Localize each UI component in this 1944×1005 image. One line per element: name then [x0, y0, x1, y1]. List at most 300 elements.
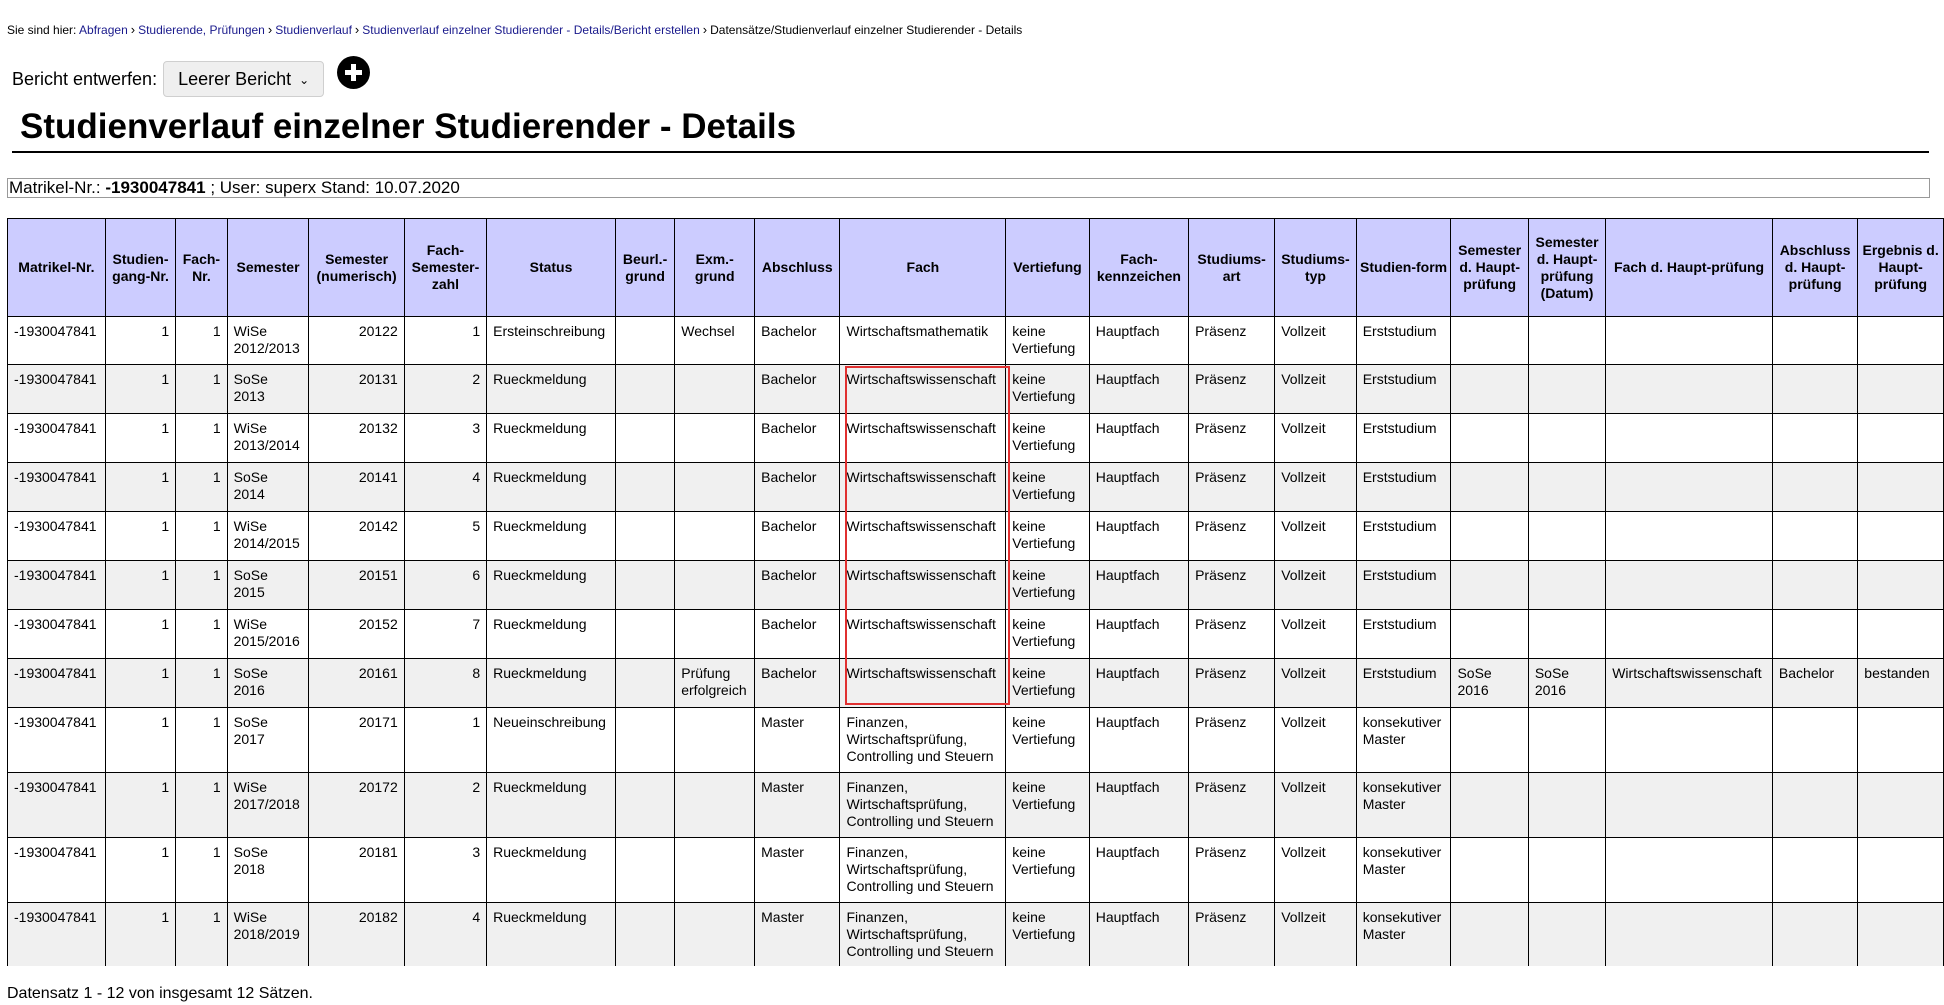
table-cell — [1451, 512, 1528, 561]
results-table — [7, 218, 1944, 966]
table-cell: Präsenz — [1189, 708, 1275, 773]
table-cell: Bachelor — [755, 414, 840, 463]
table-cell: 20132 — [309, 414, 404, 463]
table-cell: Hauptfach — [1089, 414, 1188, 463]
table-cell: -1930047841 — [8, 903, 106, 967]
table-cell: Hauptfach — [1089, 512, 1188, 561]
table-cell: Präsenz — [1189, 561, 1275, 610]
table-cell: 1 — [176, 365, 227, 414]
table-cell — [1451, 365, 1528, 414]
table-row — [8, 463, 1944, 512]
report-select-value: Leerer Bericht — [178, 68, 292, 89]
table-cell — [615, 414, 674, 463]
table-cell: 1 — [105, 659, 175, 708]
table-cell — [675, 708, 755, 773]
user-text: ; User: superx — [210, 178, 317, 197]
table-cell — [1606, 773, 1773, 838]
table-cell: -1930047841 — [8, 610, 106, 659]
student-info-bar — [7, 178, 1930, 198]
table-cell — [1528, 561, 1605, 610]
table-cell: Hauptfach — [1089, 773, 1188, 838]
table-row — [8, 708, 1944, 773]
table-cell: keine Vertiefung — [1006, 463, 1090, 512]
table-cell: keine Vertiefung — [1006, 512, 1090, 561]
table-cell: 1 — [176, 708, 227, 773]
column-header[interactable]: Fach-Nr. — [176, 219, 227, 317]
table-cell: Bachelor — [755, 365, 840, 414]
table-cell: Bachelor — [755, 317, 840, 365]
table-cell — [1606, 610, 1773, 659]
table-cell — [1772, 773, 1857, 838]
table-cell: SoSe 2016 — [1528, 659, 1605, 708]
table-cell: 2 — [404, 365, 486, 414]
table-cell: 3 — [404, 414, 486, 463]
table-cell: 1 — [105, 365, 175, 414]
chevron-right-icon: › — [354, 22, 360, 37]
table-cell: Vollzeit — [1275, 317, 1356, 365]
table-cell: Präsenz — [1189, 773, 1275, 838]
table-cell: 1 — [105, 512, 175, 561]
table-cell: 20152 — [309, 610, 404, 659]
table-cell: Bachelor — [1772, 659, 1857, 708]
table-cell — [1606, 365, 1773, 414]
table-cell: 1 — [176, 414, 227, 463]
table-cell — [675, 561, 755, 610]
table-cell: Wirtschaftsmathematik — [840, 317, 1006, 365]
table-cell — [1858, 414, 1944, 463]
table-cell: keine Vertiefung — [1006, 659, 1090, 708]
table-cell: Hauptfach — [1089, 838, 1188, 903]
table-cell: keine Vertiefung — [1006, 708, 1090, 773]
table-cell — [1858, 561, 1944, 610]
table-cell — [1528, 773, 1605, 838]
chevron-down-icon: ⌄ — [299, 73, 310, 87]
column-header[interactable]: Fach d. Haupt-prüfung — [1606, 219, 1773, 317]
table-cell: 4 — [404, 903, 486, 967]
table-cell: 4 — [404, 463, 486, 512]
table-cell: Finanzen, Wirtschaftsprüfung, Controlling und Steuern — [840, 838, 1006, 903]
table-row — [8, 317, 1944, 365]
table-cell: Wirtschaftswissenschaft — [840, 365, 1006, 414]
table-cell: keine Vertiefung — [1006, 561, 1090, 610]
table-cell: WiSe 2013/2014 — [227, 414, 309, 463]
table-cell — [1606, 838, 1773, 903]
table-cell — [675, 838, 755, 903]
table-cell: Prüfung erfolgreich — [675, 659, 755, 708]
table-row — [8, 512, 1944, 561]
table-row — [8, 561, 1944, 610]
table-cell: 20181 — [309, 838, 404, 903]
table-cell — [1772, 838, 1857, 903]
table-cell — [1528, 708, 1605, 773]
table-cell: Ersteinschreibung — [487, 317, 616, 365]
column-header[interactable]: Semester d. Haupt-prüfung (Datum) — [1528, 219, 1605, 317]
table-header-row — [8, 219, 1944, 317]
column-header[interactable]: Vertiefung — [1006, 219, 1090, 317]
table-cell: konsekutiver Master — [1356, 708, 1451, 773]
table-cell — [1772, 463, 1857, 512]
table-cell: Vollzeit — [1275, 561, 1356, 610]
table-cell — [1858, 512, 1944, 561]
table-cell — [1606, 463, 1773, 512]
table-cell: Rueckmeldung — [487, 838, 616, 903]
table-cell: Master — [755, 708, 840, 773]
table-cell — [675, 903, 755, 967]
table-cell: Vollzeit — [1275, 463, 1356, 512]
table-cell: 1 — [176, 463, 227, 512]
chevron-right-icon: › — [702, 22, 708, 37]
table-cell: 7 — [404, 610, 486, 659]
chevron-right-icon: › — [267, 22, 273, 37]
breadcrumb — [7, 22, 1022, 37]
table-cell: Wirtschaftswissenschaft — [840, 414, 1006, 463]
table-cell: Rueckmeldung — [487, 903, 616, 967]
table-cell: Hauptfach — [1089, 365, 1188, 414]
table-cell: Finanzen, Wirtschaftsprüfung, Controlling und Steuern — [840, 708, 1006, 773]
table-cell — [1858, 903, 1944, 967]
table-cell: 1 — [176, 773, 227, 838]
table-cell: Präsenz — [1189, 610, 1275, 659]
table-cell — [1528, 903, 1605, 967]
column-header[interactable]: Fach-Semester-zahl — [404, 219, 486, 317]
report-select[interactable] — [163, 61, 324, 97]
table-cell: Bachelor — [755, 463, 840, 512]
column-header[interactable]: Studien-form — [1356, 219, 1451, 317]
table-cell — [1858, 365, 1944, 414]
stand-text: Stand: 10.07.2020 — [320, 178, 460, 197]
column-header[interactable]: Studiums-typ — [1275, 219, 1356, 317]
table-cell: Wirtschaftswissenschaft — [840, 561, 1006, 610]
table-cell: Wirtschaftswissenschaft — [840, 463, 1006, 512]
table-cell: Hauptfach — [1089, 317, 1188, 365]
chevron-right-icon: › — [130, 22, 136, 37]
table-cell — [615, 512, 674, 561]
table-cell: Vollzeit — [1275, 512, 1356, 561]
table-cell: konsekutiver Master — [1356, 838, 1451, 903]
column-header[interactable]: Status — [487, 219, 616, 317]
table-cell: 20182 — [309, 903, 404, 967]
table-cell: Wechsel — [675, 317, 755, 365]
table-row — [8, 365, 1944, 414]
table-cell — [1451, 708, 1528, 773]
table-row — [8, 838, 1944, 903]
table-cell — [1451, 773, 1528, 838]
table-cell — [675, 610, 755, 659]
table-cell: 1 — [176, 512, 227, 561]
table-cell: -1930047841 — [8, 659, 106, 708]
table-cell: Erststudium — [1356, 365, 1451, 414]
table-row — [8, 659, 1944, 708]
table-cell: -1930047841 — [8, 414, 106, 463]
table-cell: Wirtschaftswissenschaft — [840, 610, 1006, 659]
table-cell: SoSe 2016 — [227, 659, 309, 708]
table-row — [8, 903, 1944, 967]
table-cell — [675, 773, 755, 838]
table-cell — [615, 903, 674, 967]
table-cell — [1451, 610, 1528, 659]
table-cell: SoSe 2017 — [227, 708, 309, 773]
table-cell — [1858, 463, 1944, 512]
table-row — [8, 610, 1944, 659]
table-cell — [615, 561, 674, 610]
table-cell — [1606, 317, 1773, 365]
table-cell: keine Vertiefung — [1006, 773, 1090, 838]
table-cell: 1 — [176, 317, 227, 365]
table-cell: Finanzen, Wirtschaftsprüfung, Controlling und Steuern — [840, 903, 1006, 967]
results-table-container[interactable] — [7, 218, 1944, 966]
table-cell — [1451, 561, 1528, 610]
table-cell: Präsenz — [1189, 659, 1275, 708]
table-cell — [1858, 773, 1944, 838]
table-cell — [675, 414, 755, 463]
table-cell: Bachelor — [755, 659, 840, 708]
table-cell: 1 — [105, 414, 175, 463]
table-cell: 1 — [105, 317, 175, 365]
table-cell: keine Vertiefung — [1006, 317, 1090, 365]
table-cell: 20142 — [309, 512, 404, 561]
table-cell — [1858, 838, 1944, 903]
table-cell: SoSe 2015 — [227, 561, 309, 610]
table-cell: -1930047841 — [8, 365, 106, 414]
table-cell — [1528, 838, 1605, 903]
table-cell: WiSe 2017/2018 — [227, 773, 309, 838]
table-cell: 1 — [105, 610, 175, 659]
table-cell: WiSe 2015/2016 — [227, 610, 309, 659]
table-cell — [675, 365, 755, 414]
column-header[interactable]: Exm.-grund — [675, 219, 755, 317]
table-cell — [1451, 463, 1528, 512]
table-cell — [1606, 708, 1773, 773]
table-cell: SoSe 2016 — [1451, 659, 1528, 708]
table-cell: -1930047841 — [8, 463, 106, 512]
table-cell: konsekutiver Master — [1356, 903, 1451, 967]
table-cell: 1 — [404, 708, 486, 773]
table-cell: Präsenz — [1189, 317, 1275, 365]
table-cell: 20151 — [309, 561, 404, 610]
table-cell — [1528, 317, 1605, 365]
table-cell: 1 — [404, 317, 486, 365]
table-cell — [1528, 610, 1605, 659]
table-cell: Finanzen, Wirtschaftsprüfung, Controlling und Steuern — [840, 773, 1006, 838]
matrikel-label: Matrikel-Nr.: — [9, 178, 101, 197]
table-cell: konsekutiver Master — [1356, 773, 1451, 838]
table-cell: Rueckmeldung — [487, 414, 616, 463]
table-cell: Wirtschaftswissenschaft — [840, 512, 1006, 561]
table-cell — [615, 659, 674, 708]
record-count: Datensatz 1 - 12 von insgesamt 12 Sätzen. — [7, 985, 313, 1002]
table-cell — [1858, 610, 1944, 659]
table-cell — [1772, 903, 1857, 967]
table-cell: 1 — [176, 903, 227, 967]
table-cell — [1772, 317, 1857, 365]
column-header[interactable]: Fach-kennzeichen — [1089, 219, 1188, 317]
table-cell: Bachelor — [755, 561, 840, 610]
table-cell: SoSe 2018 — [227, 838, 309, 903]
table-cell — [1606, 512, 1773, 561]
table-cell — [615, 708, 674, 773]
table-cell: -1930047841 — [8, 708, 106, 773]
table-cell: 5 — [404, 512, 486, 561]
table-cell — [1772, 610, 1857, 659]
report-design-row — [12, 57, 324, 101]
table-cell: Erststudium — [1356, 512, 1451, 561]
column-header[interactable]: Ergebnis d. Haupt-prüfung — [1858, 219, 1944, 317]
table-cell: Master — [755, 903, 840, 967]
table-cell: WiSe 2014/2015 — [227, 512, 309, 561]
table-cell — [1772, 512, 1857, 561]
table-cell — [1451, 903, 1528, 967]
table-cell: WiSe 2012/2013 — [227, 317, 309, 365]
table-cell — [1772, 365, 1857, 414]
table-cell: bestanden — [1858, 659, 1944, 708]
table-cell — [615, 365, 674, 414]
breadcrumb-link-bericht-erstellen[interactable]: Studienverlauf einzelner Studierender - Details/Bericht erstellen — [362, 23, 700, 37]
table-cell: Master — [755, 773, 840, 838]
table-cell — [1451, 414, 1528, 463]
table-cell: Rueckmeldung — [487, 659, 616, 708]
table-cell — [1858, 317, 1944, 365]
table-cell: Wirtschaftswissenschaft — [840, 659, 1006, 708]
column-header[interactable]: Semester d. Haupt-prüfung — [1451, 219, 1528, 317]
table-body — [8, 317, 1944, 967]
table-cell — [615, 317, 674, 365]
column-header[interactable]: Beurl.-grund — [615, 219, 674, 317]
table-cell: 6 — [404, 561, 486, 610]
table-cell: Hauptfach — [1089, 463, 1188, 512]
column-header[interactable]: Abschluss d. Haupt-prüfung — [1772, 219, 1857, 317]
table-cell: Erststudium — [1356, 463, 1451, 512]
table-cell: Vollzeit — [1275, 659, 1356, 708]
table-cell — [615, 773, 674, 838]
table-cell: Hauptfach — [1089, 610, 1188, 659]
table-cell — [1451, 838, 1528, 903]
table-cell — [1606, 903, 1773, 967]
table-cell: Erststudium — [1356, 561, 1451, 610]
table-cell — [1772, 414, 1857, 463]
table-cell: Präsenz — [1189, 463, 1275, 512]
table-cell: Rueckmeldung — [487, 610, 616, 659]
breadcrumb-prefix: Sie sind hier: — [7, 23, 77, 37]
table-cell: 20172 — [309, 773, 404, 838]
table-cell: keine Vertiefung — [1006, 903, 1090, 967]
table-row — [8, 773, 1944, 838]
table-cell: keine Vertiefung — [1006, 610, 1090, 659]
table-cell: Vollzeit — [1275, 365, 1356, 414]
column-header[interactable]: Studien-gang-Nr. — [105, 219, 175, 317]
table-cell — [1606, 561, 1773, 610]
add-report-icon[interactable] — [337, 56, 370, 89]
table-cell — [1858, 708, 1944, 773]
column-header[interactable]: Semester (numerisch) — [309, 219, 404, 317]
table-cell: Präsenz — [1189, 838, 1275, 903]
table-cell: Vollzeit — [1275, 773, 1356, 838]
table-cell: Hauptfach — [1089, 561, 1188, 610]
table-cell: Vollzeit — [1275, 708, 1356, 773]
breadcrumb-link-abfragen[interactable]: Abfragen — [79, 23, 128, 37]
table-cell: Vollzeit — [1275, 903, 1356, 967]
table-cell: Präsenz — [1189, 365, 1275, 414]
table-cell: Bachelor — [755, 610, 840, 659]
table-cell: 1 — [176, 561, 227, 610]
table-cell: 1 — [105, 708, 175, 773]
table-cell — [1772, 561, 1857, 610]
table-cell: keine Vertiefung — [1006, 414, 1090, 463]
table-cell: Präsenz — [1189, 414, 1275, 463]
breadcrumb-link-studienverlauf[interactable]: Studienverlauf — [275, 23, 352, 37]
table-cell: Rueckmeldung — [487, 512, 616, 561]
table-cell: Erststudium — [1356, 414, 1451, 463]
table-cell: Erststudium — [1356, 317, 1451, 365]
table-cell: Rueckmeldung — [487, 463, 616, 512]
table-cell: 8 — [404, 659, 486, 708]
table-cell: SoSe 2013 — [227, 365, 309, 414]
table-row — [8, 414, 1944, 463]
column-header[interactable]: Studiums-art — [1189, 219, 1275, 317]
table-cell — [675, 463, 755, 512]
table-cell: Wirtschaftswissenschaft — [1606, 659, 1773, 708]
table-cell: 1 — [105, 463, 175, 512]
report-design-label: Bericht entwerfen: — [12, 68, 158, 89]
column-header[interactable]: Abschluss — [755, 219, 840, 317]
table-cell: Rueckmeldung — [487, 365, 616, 414]
column-header[interactable]: Fach — [840, 219, 1006, 317]
table-cell: -1930047841 — [8, 512, 106, 561]
column-header[interactable]: Matrikel-Nr. — [8, 219, 106, 317]
table-cell: 1 — [176, 610, 227, 659]
table-cell: 1 — [105, 838, 175, 903]
table-cell — [1528, 512, 1605, 561]
table-cell: Hauptfach — [1089, 903, 1188, 967]
table-cell — [615, 838, 674, 903]
table-cell: 3 — [404, 838, 486, 903]
table-cell: Vollzeit — [1275, 414, 1356, 463]
table-cell: 1 — [105, 773, 175, 838]
breadcrumb-link-studierende[interactable]: Studierende, Prüfungen — [138, 23, 265, 37]
table-cell: 1 — [105, 903, 175, 967]
table-cell: Präsenz — [1189, 512, 1275, 561]
column-header[interactable]: Semester — [227, 219, 309, 317]
table-cell — [675, 512, 755, 561]
table-cell: Erststudium — [1356, 659, 1451, 708]
table-cell: WiSe 2018/2019 — [227, 903, 309, 967]
table-cell: Master — [755, 838, 840, 903]
table-cell — [1451, 317, 1528, 365]
table-cell: Vollzeit — [1275, 838, 1356, 903]
table-cell: 20141 — [309, 463, 404, 512]
table-cell: 2 — [404, 773, 486, 838]
table-cell — [1606, 414, 1773, 463]
table-cell: keine Vertiefung — [1006, 838, 1090, 903]
breadcrumb-current: Datensätze/Studienverlauf einzelner Studierender - Details — [710, 23, 1023, 37]
table-cell: 20122 — [309, 317, 404, 365]
table-cell: Rueckmeldung — [487, 561, 616, 610]
table-cell — [1528, 365, 1605, 414]
table-cell: 1 — [176, 838, 227, 903]
table-cell: -1930047841 — [8, 317, 106, 365]
table-cell: Rueckmeldung — [487, 773, 616, 838]
table-cell: Hauptfach — [1089, 708, 1188, 773]
table-cell: -1930047841 — [8, 773, 106, 838]
table-cell: Neueinschreibung — [487, 708, 616, 773]
table-cell: -1930047841 — [8, 561, 106, 610]
table-cell — [615, 463, 674, 512]
table-cell — [1772, 708, 1857, 773]
table-cell — [615, 610, 674, 659]
table-cell: SoSe 2014 — [227, 463, 309, 512]
table-cell: Präsenz — [1189, 903, 1275, 967]
matrikel-value: -1930047841 — [105, 178, 206, 197]
table-cell: 20131 — [309, 365, 404, 414]
